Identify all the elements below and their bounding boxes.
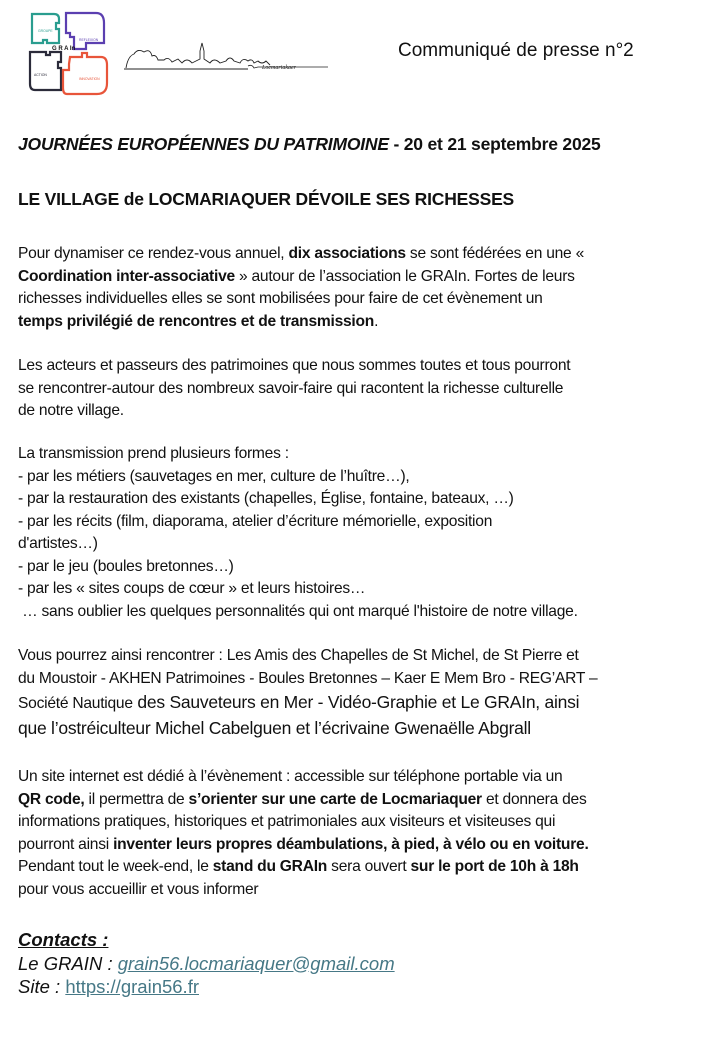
bold-text: QR code,: [18, 790, 85, 808]
text-line: de notre village.: [18, 402, 124, 419]
svg-text:REFLEXION: REFLEXION: [79, 38, 99, 42]
bold-text: inventer leurs propres déambulations, à pied, à vélo ou en voiture.: [113, 835, 589, 853]
text: sera ouvert: [327, 858, 411, 875]
svg-text:INNOVATION: INNOVATION: [79, 77, 100, 81]
grain-logo: [24, 10, 119, 100]
logo-piece-reflexion: [66, 13, 104, 49]
contact-grain: [18, 952, 395, 976]
list-intro: La transmission prend plusieurs formes :: [18, 445, 289, 462]
bold-text: dix associations: [288, 245, 406, 262]
svg-text:GROUPE: GROUPE: [38, 29, 53, 33]
bold-text: temps privilégié de rencontres et de transmission: [18, 312, 375, 330]
paragraph-transmission: [18, 443, 718, 623]
text: des Sauveteurs en Mer - Vidéo-Graphie et Le GRAIn, ainsi: [132, 692, 580, 712]
text-line: Vous pourrez ainsi rencontrer : Les Amis des Chapelles de St Michel, de St Pierre et: [18, 647, 579, 664]
text: Pour dynamiser ce rendez-vous annuel,: [18, 245, 289, 262]
text-line: richesses individuelles elles se sont mobilisées pour faire de cet évènement un: [18, 290, 543, 307]
text-line: Un site internet est dédié à l’évènement : accessible sur téléphone portable via un: [18, 768, 563, 785]
paragraph-website: [18, 766, 718, 901]
list-item: d'artistes…): [18, 535, 98, 552]
text-line: Les acteurs et passeurs des patrimoines que nous sommes toutes et tous pourront: [18, 357, 571, 374]
list-item: - par la restauration des existants (chapelles, Église, fontaine, bateaux, …): [18, 490, 514, 507]
contact-label: Site :: [18, 976, 66, 997]
list-item: - par les métiers (sauvetages en mer, culture de l’huître…),: [18, 467, 410, 485]
list-item: - par les récits (film, diaporama, atelier d’écriture mémorielle, exposition: [18, 512, 493, 530]
logo-piece-action: [30, 52, 61, 90]
website-link[interactable]: https://grain56.fr: [65, 976, 199, 997]
skyline-signature: Locmariakaer: [262, 65, 296, 71]
text-line: pour vous accueillir et vous informer: [18, 880, 259, 898]
list-item: … sans oublier les quelques personnalités qui ont marqué l'histoire de notre village.: [18, 602, 578, 620]
text-line: du Moustoir - AKHEN Patrimoines - Boules Bretonnes – Kaer E Mem Bro - REG’ART –: [18, 669, 598, 687]
text: .: [374, 312, 379, 330]
text: se sont fédérées en une «: [405, 245, 584, 262]
village-skyline-drawing: [122, 36, 337, 76]
text: Pendant tout le week-end, le: [18, 858, 213, 875]
press-release-label: Communiqué de presse n°2: [398, 40, 634, 61]
text-line: se rencontrer-autour des nombreux savoir-faire qui racontent la richesse culturelle: [18, 379, 564, 397]
list-item: - par les « sites coups de cœur » et leurs histoires…: [18, 580, 366, 597]
text: et donnera des: [481, 790, 587, 808]
email-link[interactable]: grain56.locmariaquer@gmail.com: [117, 952, 395, 974]
text: » autour de l’association le GRAIn. Fortes de leurs: [234, 267, 575, 285]
contacts-section: [18, 928, 395, 999]
text-line: informations pratiques, historiques et patrimoniales aux visiteurs et visiteuses qui: [18, 813, 556, 830]
event-dates: - 20 et 21 septembre 2025: [388, 134, 601, 154]
text: Société Nautique: [18, 695, 133, 712]
paragraph-participants: [18, 645, 718, 741]
list-item: - par le jeu (boules bretonnes…): [18, 557, 234, 575]
paragraph-intro: [18, 243, 718, 333]
bold-text: s’orienter sur une carte de Locmariaquer: [188, 790, 482, 808]
event-name: JOURNÉES EUROPÉENNES DU PATRIMOINE: [18, 134, 389, 154]
contact-label: Le GRAIN :: [18, 952, 118, 974]
contact-site: [18, 975, 395, 999]
bold-text: stand du GRAIn: [212, 858, 328, 875]
text: pourront ainsi: [18, 835, 114, 853]
svg-text:G R A In: G R A In: [52, 46, 76, 52]
bold-text: Coordination inter-associative: [18, 267, 235, 285]
logo-piece-innovation: [63, 53, 107, 94]
svg-text:ACTION: ACTION: [34, 73, 47, 77]
paragraph-actors: [18, 355, 718, 423]
text: il permettra de: [84, 790, 189, 808]
text-line: que l’ostréiculteur Michel Cabelguen et l’écrivaine Gwenaëlle Abgrall: [18, 718, 531, 738]
contacts-heading: Contacts :: [18, 929, 109, 950]
headline: LE VILLAGE de LOCMARIAQUER DÉVOILE SES RICHESSES: [18, 189, 515, 209]
event-title: [18, 134, 601, 155]
bold-text: sur le port de 10h à 18h: [410, 858, 579, 875]
